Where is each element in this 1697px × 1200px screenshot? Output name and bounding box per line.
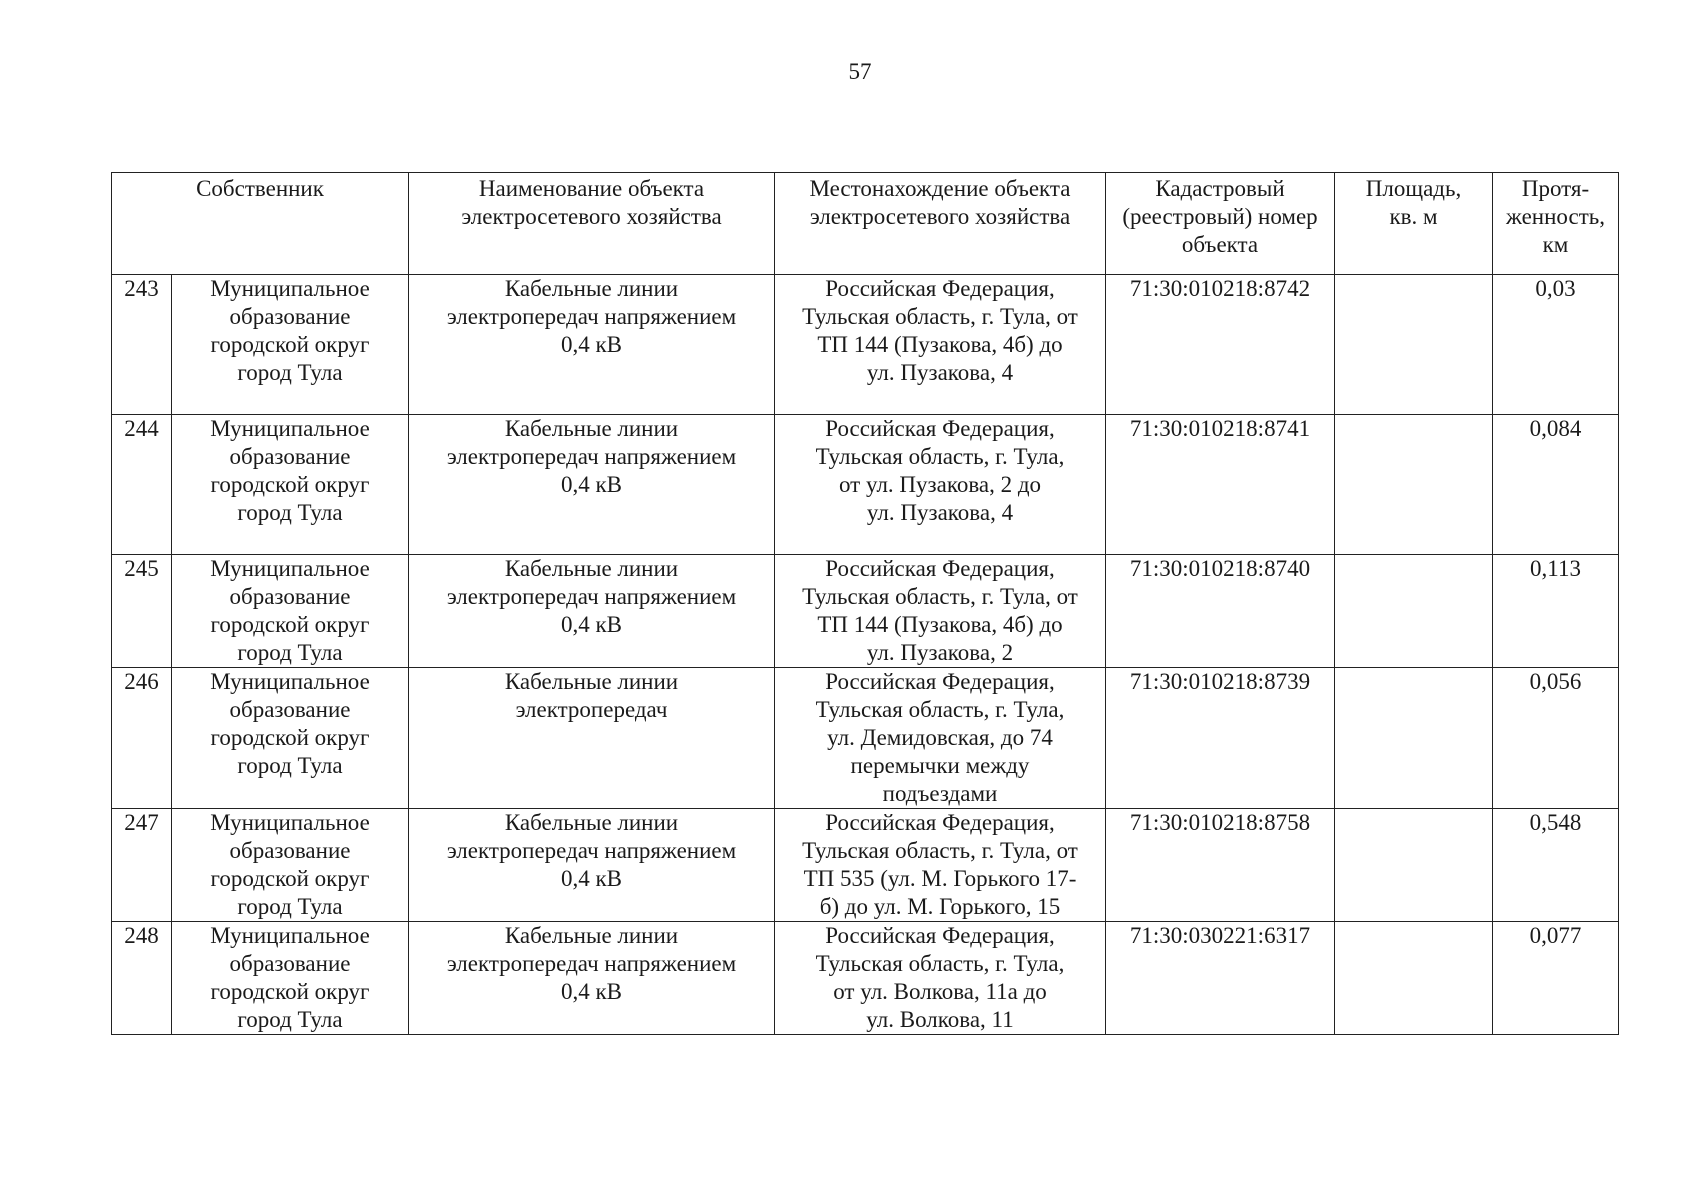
page-number: 57 xyxy=(848,59,872,84)
length-cell: 0,056 xyxy=(1493,668,1619,809)
header-length: Протя- женность, км xyxy=(1493,173,1619,275)
row-number: 245 xyxy=(112,555,172,668)
location-cell: Российская Федерация, Тульская область, г. Тула, от ТП 144 (Пузакова, 4б) до ул. Пузакова, 4 xyxy=(775,275,1106,415)
area-cell xyxy=(1335,555,1493,668)
object-name-cell: Кабельные линии электропередач напряжением 0,4 кВ xyxy=(409,555,775,668)
row-number: 243 xyxy=(112,275,172,415)
table-header-row xyxy=(112,173,1619,275)
owner-cell: Муниципальное образование городской округ город Тула xyxy=(172,809,409,922)
owner-cell: Муниципальное образование городской округ город Тула xyxy=(172,275,409,415)
header-location: Местонахождение объекта электросетевого хозяйства xyxy=(775,173,1106,275)
area-cell xyxy=(1335,922,1493,1035)
header-area: Площадь, кв. м xyxy=(1335,173,1493,275)
cadastral-cell: 71:30:010218:8739 xyxy=(1106,668,1335,809)
row-number: 248 xyxy=(112,922,172,1035)
length-cell: 0,548 xyxy=(1493,809,1619,922)
area-cell xyxy=(1335,809,1493,922)
location-cell: Российская Федерация, Тульская область, г. Тула, от ул. Пузакова, 2 до ул. Пузакова, 4 xyxy=(775,415,1106,555)
location-cell: Российская Федерация, Тульская область, г. Тула, от ул. Волкова, 11а до ул. Волкова, 11 xyxy=(775,922,1106,1035)
owner-cell: Муниципальное образование городской округ город Тула xyxy=(172,922,409,1035)
location-cell: Российская Федерация, Тульская область, г. Тула, ул. Демидовская, до 74 перемычки между подъездами xyxy=(775,668,1106,809)
header-owner: Собственник xyxy=(112,173,409,275)
owner-cell: Муниципальное образование городской округ город Тула xyxy=(172,668,409,809)
object-name-cell: Кабельные линии электропередач напряжением 0,4 кВ xyxy=(409,922,775,1035)
length-cell: 0,077 xyxy=(1493,922,1619,1035)
table-row xyxy=(112,555,1619,668)
length-cell: 0,084 xyxy=(1493,415,1619,555)
location-cell: Российская Федерация, Тульская область, г. Тула, от ТП 535 (ул. М. Горького 17- б) до ул. М. Горького, 15 xyxy=(775,809,1106,922)
length-cell: 0,03 xyxy=(1493,275,1619,415)
object-name-cell: Кабельные линии электропередач напряжением 0,4 кВ xyxy=(409,415,775,555)
object-name-cell: Кабельные линии электропередач xyxy=(409,668,775,809)
row-number: 246 xyxy=(112,668,172,809)
owner-cell: Муниципальное образование городской округ город Тула xyxy=(172,415,409,555)
object-name-cell: Кабельные линии электропередач напряжением 0,4 кВ xyxy=(409,809,775,922)
owner-cell: Муниципальное образование городской округ город Тула xyxy=(172,555,409,668)
row-number: 244 xyxy=(112,415,172,555)
object-name-cell: Кабельные линии электропередач напряжением 0,4 кВ xyxy=(409,275,775,415)
table-row xyxy=(112,668,1619,809)
table-row xyxy=(112,809,1619,922)
area-cell xyxy=(1335,668,1493,809)
area-cell xyxy=(1335,415,1493,555)
table-row xyxy=(112,922,1619,1035)
cadastral-cell: 71:30:010218:8741 xyxy=(1106,415,1335,555)
cadastral-cell: 71:30:030221:6317 xyxy=(1106,922,1335,1035)
area-cell xyxy=(1335,275,1493,415)
cadastral-cell: 71:30:010218:8740 xyxy=(1106,555,1335,668)
registry-table xyxy=(111,172,1619,1035)
header-cadastral-number: Кадастровый (реестровый) номер объекта xyxy=(1106,173,1335,275)
cadastral-cell: 71:30:010218:8742 xyxy=(1106,275,1335,415)
header-object-name: Наименование объекта электросетевого хозяйства xyxy=(409,173,775,275)
length-cell: 0,113 xyxy=(1493,555,1619,668)
table-row xyxy=(112,275,1619,415)
cadastral-cell: 71:30:010218:8758 xyxy=(1106,809,1335,922)
row-number: 247 xyxy=(112,809,172,922)
location-cell: Российская Федерация, Тульская область, г. Тула, от ТП 144 (Пузакова, 4б) до ул. Пузакова, 2 xyxy=(775,555,1106,668)
table-row xyxy=(112,415,1619,555)
